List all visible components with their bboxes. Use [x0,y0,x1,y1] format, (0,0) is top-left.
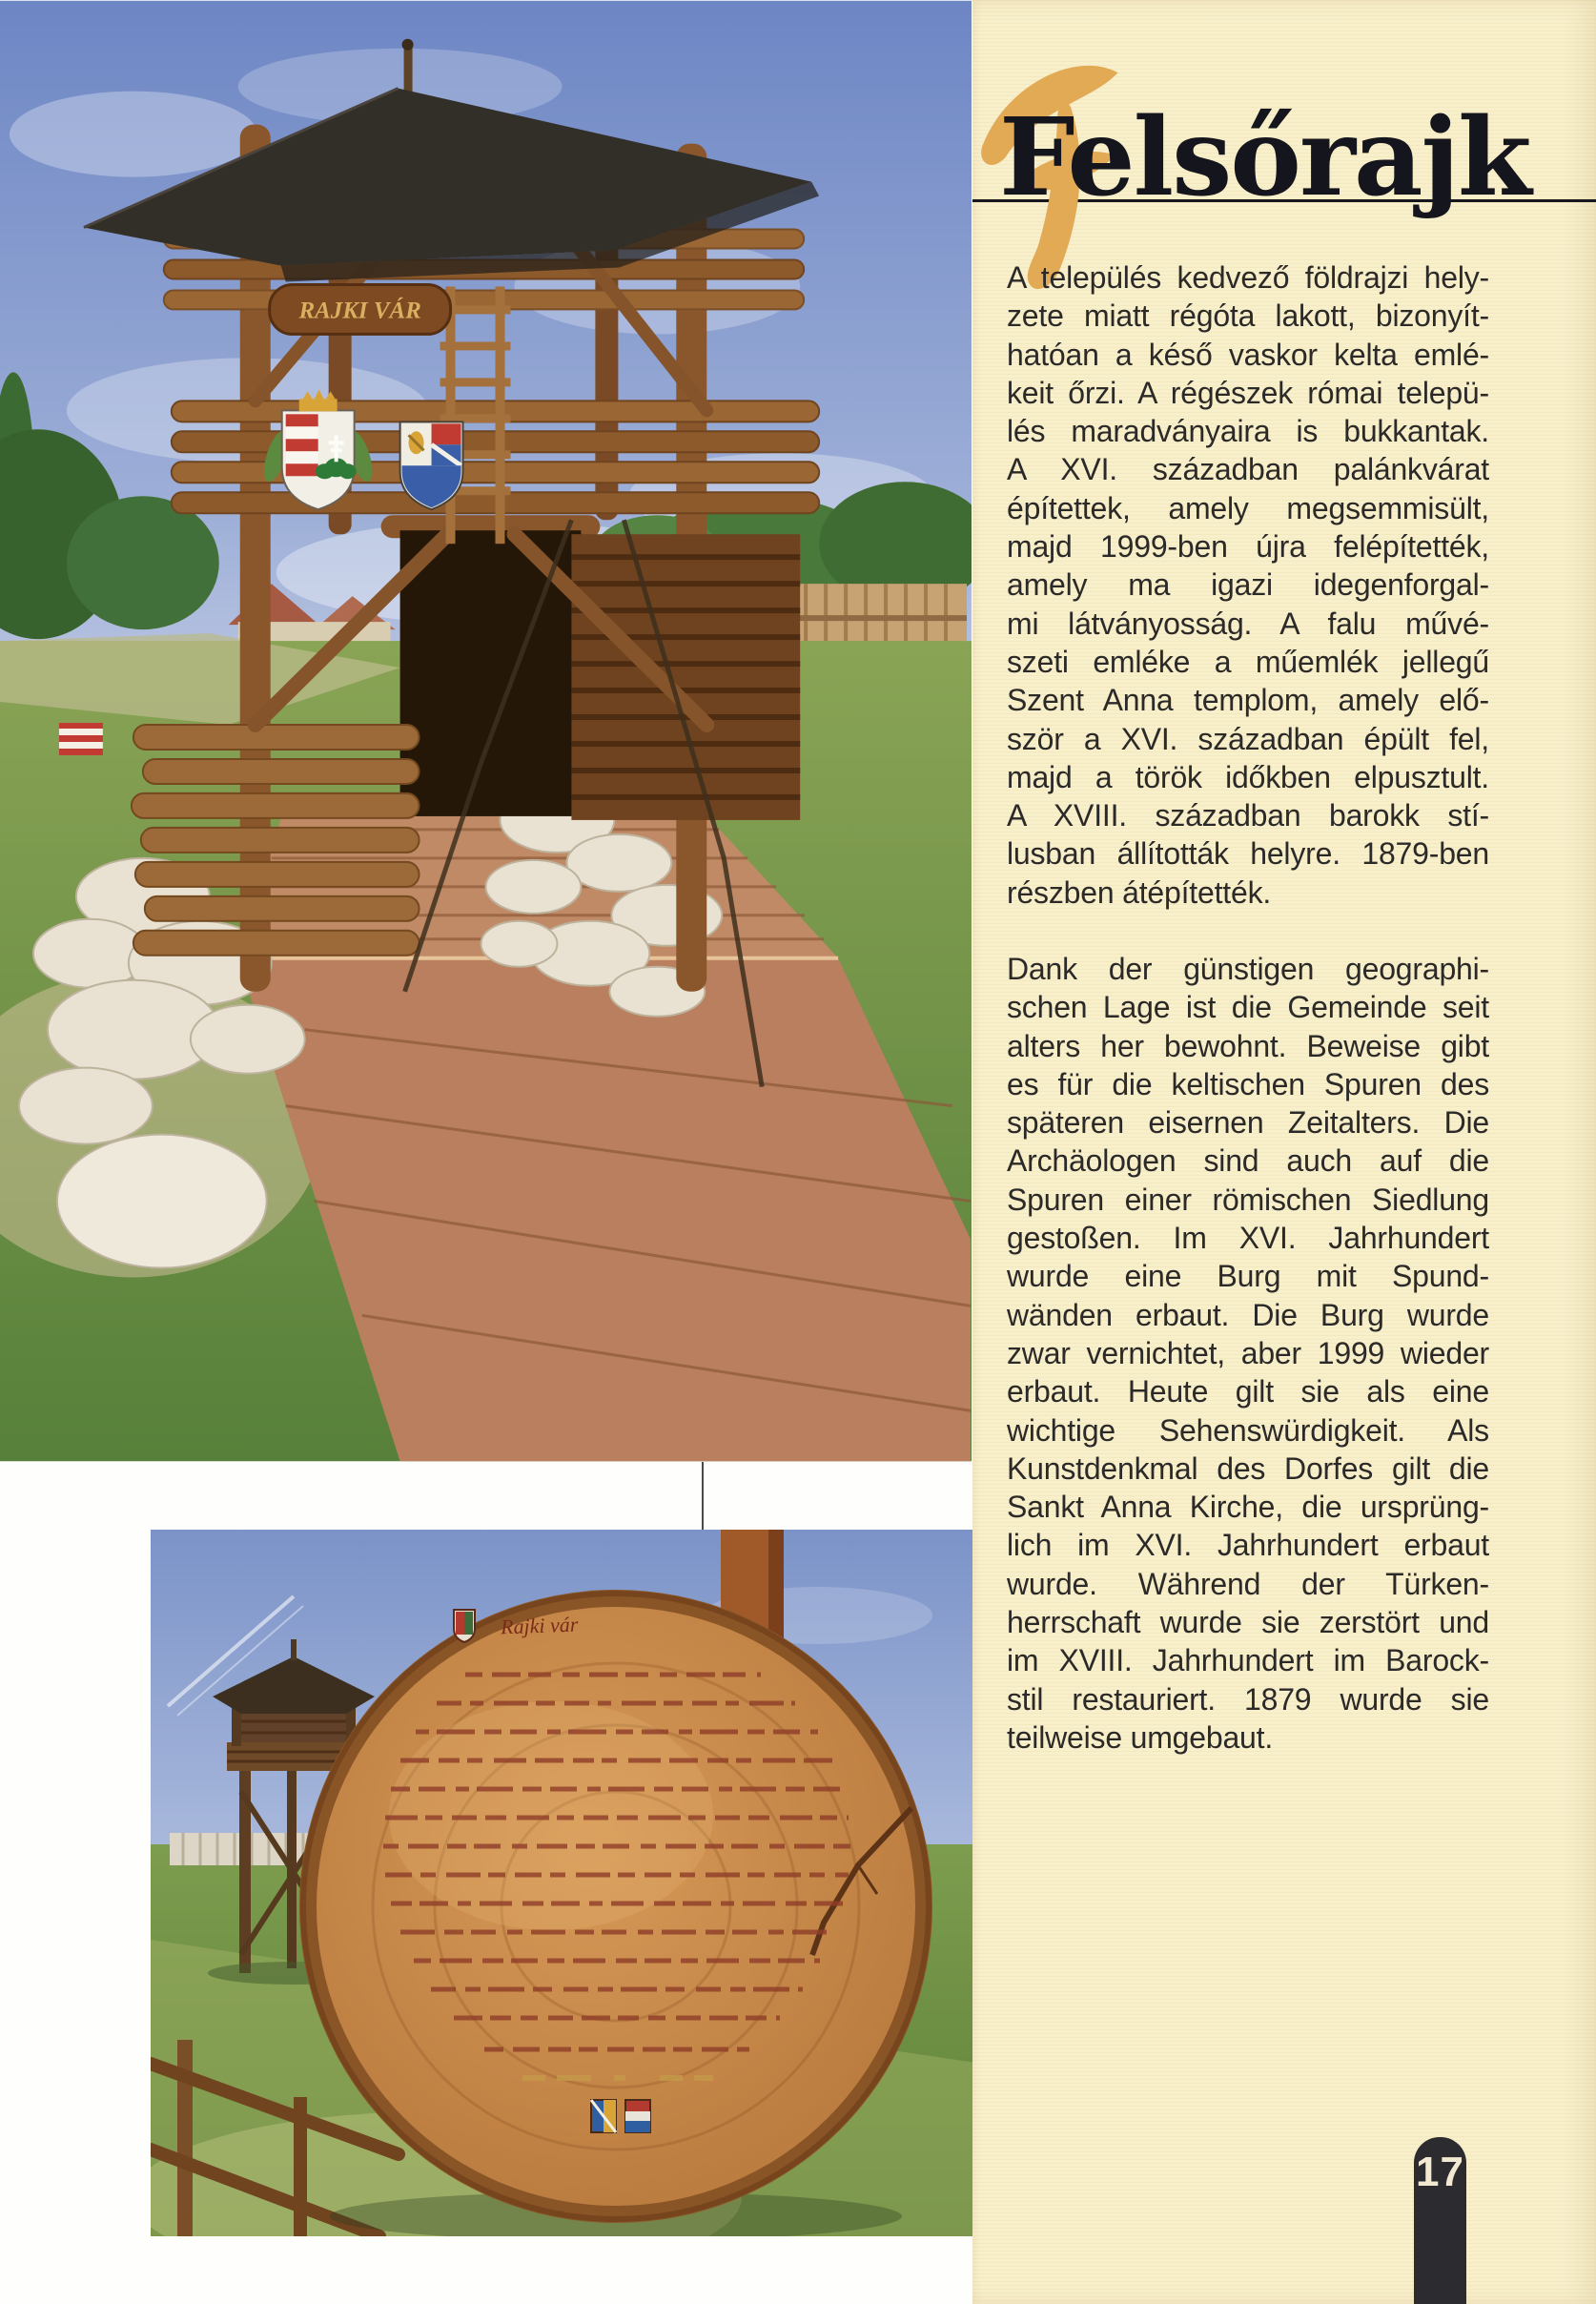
text-line: es für die keltischen Spuren des [1007,1066,1489,1101]
wicker-wall [571,534,800,820]
text-line: részben átépítették. [1007,874,1272,910]
german-paragraph [1007,950,1489,1757]
text-line: A XVIII. században barokk stí- [1007,798,1489,833]
text-line: wurde eine Burg mit Spund- [1007,1259,1489,1294]
text-line: erbaut. Heute gilt sie als eine [1007,1374,1489,1409]
text-line: lusban állították helyre. 1879-ben [1007,836,1489,872]
hungarian-paragraph [1007,258,1489,912]
text-line: szeti emléke a műemlék jellegű [1007,644,1489,679]
text-line: Sankt Anna Kirche, die ursprüng- [1007,1490,1489,1525]
text-line: Kunstdenkmal des Dorfes gilt die [1007,1450,1489,1486]
text-line: majd a török időkben elpusztult. [1007,759,1489,794]
text-line: Szent Anna templom, amely elő- [1007,683,1489,718]
text-line: gestoßen. Im XVI. Jahrhundert [1007,1221,1489,1256]
text-line: A település kedvező földrajzi hely- [1007,260,1489,295]
text-line: alters her bewohnt. Beweise gibt [1007,1028,1489,1063]
painted-shield-right [625,2100,650,2132]
text-line: stil restauriert. 1879 wurde sie [1007,1681,1489,1717]
log-crib [132,725,419,956]
sign-text: RAJKI VÁR [298,298,421,324]
text-line: späteren eisernen Zeitalters. Die [1007,1105,1489,1141]
page-title: Felsőrajk [999,95,1530,220]
text-line: A XVI. században palánkvárat [1007,452,1489,487]
text-line: im XVIII. Jahrhundert im Barock- [1007,1643,1489,1678]
text-line: Spuren einer römischen Siedlung [1007,1182,1489,1217]
disc-title: Rajki vár [500,1612,579,1639]
text-line: Dank der günstigen geographi- [1007,952,1489,986]
flag-bucket [59,723,103,755]
disc-crest [454,1610,475,1642]
text-line: wurde. Während der Türken- [1007,1566,1489,1601]
text-line: schen Lage ist die Gemeinde seit [1007,990,1489,1025]
text-line: lich im XVI. Jahrhundert erbaut [1007,1528,1489,1563]
top-photo [0,0,972,1462]
text-line: ször a XVI. században épült fel, [1007,721,1489,756]
painted-shield-left [591,2100,616,2132]
page-number-tab [1414,2137,1466,2304]
text-line: wänden erbaut. Die Burg wurde [1007,1297,1489,1332]
wooden-disc [299,1590,932,2223]
text-line: lés maradványaira is bukkantak. [1007,414,1489,449]
bottom-photo-illustration [151,1530,982,2236]
text-line: mi látványosság. A falu művé- [1007,606,1489,641]
top-photo-illustration [0,0,972,1462]
text-line: amely ma igazi idegenforgal- [1007,567,1489,603]
text-line: wichtige Sehenswürdigkeit. Als [1007,1412,1489,1448]
text-line: keit őrzi. A régészek római telepü- [1007,375,1489,410]
text-line: Archäologen sind auch auf die [1007,1143,1489,1179]
text-line: hatóan a késő vaskor kelta emlé- [1007,337,1489,372]
text-line: zete miatt régóta lakott, bizonyít- [1007,298,1489,334]
text-line: zwar vernichtet, aber 1999 wieder [1007,1335,1489,1370]
text-line: herrschaft wurde sie zerstört und [1007,1605,1489,1640]
sign-board [270,284,451,334]
text-line: építettek, amely megsemmisült, [1007,490,1489,525]
second-coat-of-arms [400,422,463,509]
bottom-photo [151,1530,982,2236]
text-line: majd 1999-ben újra felépítették, [1007,529,1489,565]
text-line: teilweise umgebaut. [1007,1719,1274,1755]
page-number: 17 [1416,2149,1464,2195]
